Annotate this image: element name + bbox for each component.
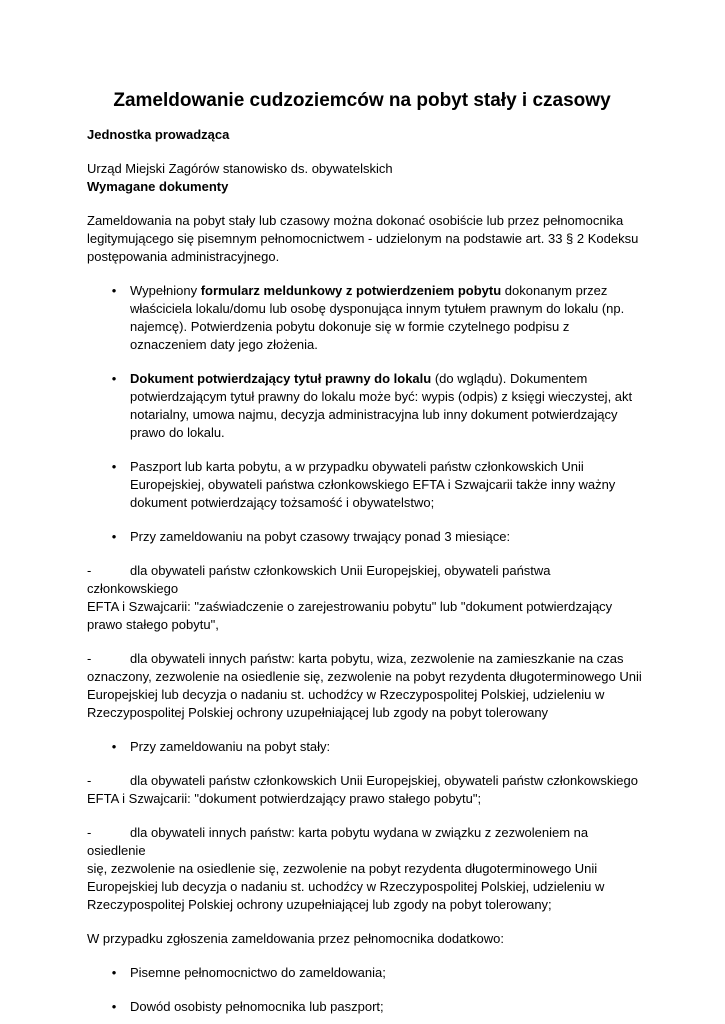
dash-icon: - (87, 651, 92, 666)
dash-lead: dla obywateli państw członkowskich Unii Europejskiej, obywateli państwa członkowskiego (87, 563, 551, 596)
dash-icon: - (87, 773, 92, 788)
bullet-text: Przy zameldowaniu na pobyt czasowy trwający ponad 3 miesiące: (130, 529, 511, 544)
bullet-icon: • (111, 739, 117, 754)
bullet-text: Dowód osobisty pełnomocnika lub paszport; (130, 999, 384, 1014)
permanent-dash-item-other (87, 824, 645, 914)
bullet-text-post: (do wglądu). Dokumentem potwierdzającym tytuł prawny do lokalu może być: wypis (odpis) z księgi wieczystej, akt notarialny, umowa najmu, decyzja administracyjna lub inny dokument potwierdzający prawo do lokalu. (130, 371, 633, 440)
bullet-text-bold: Dokument potwierdzający tytuł prawny do lokalu (130, 371, 432, 386)
dash-rest: EFTA i Szwajcarii: "zaświadczenie o zarejestrowaniu pobytu" lub "dokument potwierdzający prawo stałego pobytu", (87, 599, 613, 632)
permanent-list (87, 738, 645, 756)
bullet-text: Paszport lub karta pobytu, a w przypadku obywateli państw członkowskich Unii Europejskiej, obywateli państwa członkowskiego EFTA i Szwajcarii także inny ważny dokument potwierdzający tożsamość i obywatelstwo; (130, 459, 616, 510)
bullet-icon: • (111, 999, 117, 1014)
bullet-text: Pisemne pełnomocnictwo do zameldowania; (130, 965, 386, 980)
list-item (87, 458, 645, 512)
unit-heading: Jednostka prowadząca (87, 127, 230, 142)
dash-lead: dla obywateli innych państw: karta pobytu, wiza, zezwolenie na zamieszkanie na czas (130, 651, 624, 666)
temporary-dash-item-other (87, 650, 645, 722)
documents-list (87, 282, 645, 546)
proxy-list (87, 964, 645, 1016)
dash-lead: dla obywateli innych państw: karta pobytu wydana w związku z zezwoleniem na osiedlenie (87, 825, 589, 858)
list-item (87, 370, 645, 442)
dash-icon: - (87, 825, 92, 840)
bullet-text-pre: Wypełniony (130, 283, 201, 298)
bullet-text-bold: formularz meldunkowy z potwierdzeniem pobytu (200, 283, 502, 298)
bullet-text: Przy zameldowaniu na pobyt stały: (130, 739, 331, 754)
list-item (87, 998, 645, 1016)
dash-rest: EFTA i Szwajcarii: "dokument potwierdzający prawo stałego pobytu"; (87, 791, 482, 806)
proxy-intro: W przypadku zgłoszenia zameldowania przez pełnomocnika dodatkowo: (87, 931, 504, 946)
dash-lead: dla obywateli państw członkowskich Unii Europejskiej, obywateli państw członkowskiego (130, 773, 638, 788)
page-title: Zameldowanie cudzoziemców na pobyt stały i czasowy (113, 90, 611, 111)
dash-rest: oznaczony, zezwolenie na osiedlenie się, zezwolenie na pobyt rezydenta długoterminowego Unii Europejskiej lub decyzja o nadaniu st. uchodźcy w Rzeczypospolitej Polskiej, udzieleniu w Rzeczypospolitej Polskiej ochrony uzupełniającej lub zgody na pobyt tolerowany (87, 669, 642, 720)
permanent-dash-item-eu (87, 772, 645, 808)
list-item (87, 738, 645, 756)
documents-intro: Zameldowania na pobyt stały lub czasowy można dokonać osobiście lub przez pełnomocnika legitymującego się pisemnym pełnomocnictwem - udzielonym na podstawie art. 33 § 2 Kodeksu postępowania administracyjnego. (87, 213, 639, 264)
list-item (87, 282, 645, 354)
bullet-icon: • (111, 459, 117, 474)
bullet-icon: • (111, 283, 117, 298)
unit-text: Urząd Miejski Zagórów stanowisko ds. obywatelskich (87, 161, 393, 176)
bullet-text-post: dokonanym przez właściciela lokalu/domu lub osobę dysponująca innym tytułem prawnym do lokalu (np. najemcę). Potwierdzenia pobytu dokonuje się w formie czytelnego podpisu z oznaczeniem daty jego złożenia. (130, 283, 625, 352)
documents-heading: Wymagane dokumenty (87, 179, 229, 194)
temporary-dash-item-eu (87, 562, 645, 634)
dash-rest: się, zezwolenie na osiedlenie się, zezwolenie na pobyt rezydenta długoterminowego Unii Europejskiej lub decyzja o nadaniu st. uchodźcy w Rzeczypospolitej Polskiej, udzieleniu w Rzeczypospolitej Polskiej ochrony uzupełniającej lub zgody na pobyt tolerowany; (87, 861, 605, 912)
list-item (87, 964, 645, 982)
list-item (87, 528, 645, 546)
bullet-icon: • (111, 965, 117, 980)
dash-icon: - (87, 563, 92, 578)
bullet-icon: • (111, 371, 117, 386)
bullet-icon: • (111, 529, 117, 544)
